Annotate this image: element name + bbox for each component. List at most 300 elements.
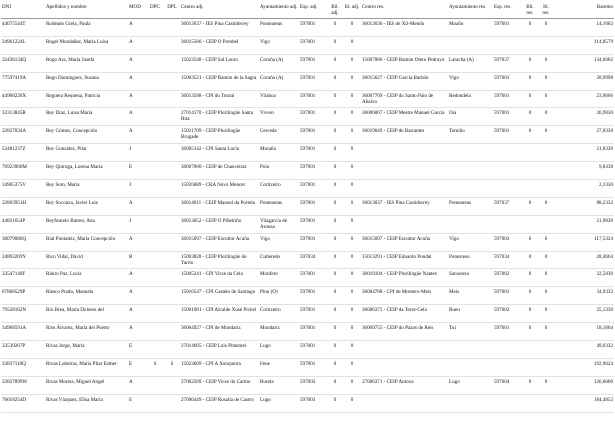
cell-ayuntamiento-adj: Coruña (A) [260, 56, 284, 63]
cell-bil-adj: 0 [333, 74, 337, 81]
cell-name: Rodeado Grela, Paula [46, 21, 91, 27]
cell-bil-res [522, 341, 538, 359]
cell-ayuntamiento-adj: Coruña (A) [260, 74, 284, 81]
cell-centro-res [361, 162, 448, 180]
cell-centro-adj: 36013037 - IES Pina Castidorrey [181, 21, 249, 27]
cell-esp-adj: 597003 [300, 396, 316, 403]
cell-baremo: 21,8330 [596, 146, 613, 153]
cell-bil-res [522, 358, 538, 376]
cell-itl-res [538, 215, 554, 233]
cell-bil-adj: 0 [333, 110, 337, 117]
table-row [1, 180, 614, 198]
cell-esp-adj: 597001 [300, 325, 316, 332]
cell-itl-res: 0 [544, 307, 548, 314]
cell-ayuntamiento-adj: Mondariz [260, 325, 280, 332]
cell-bil-adj: 0 [333, 217, 337, 224]
cell-centro-adj: 27014605 - CEIP Luis Pimentel [181, 343, 247, 350]
cell-ayuntamiento-adj: Vivero [260, 110, 274, 117]
header-baremo: Baremo [596, 4, 613, 10]
cell-ayuntamiento-res: Lugo [449, 378, 460, 385]
cell-itl-res [538, 358, 554, 376]
cell-esp-adj: 597001 [300, 164, 316, 171]
cell-dni: 33313845R [2, 110, 26, 117]
cell-dpc [146, 251, 164, 269]
cell-bil-adj: 0 [333, 182, 337, 189]
cell-centro-res: 36006067 - CEIP Mestre Manuel García [362, 110, 445, 117]
cell-esp-res: 597001 [494, 110, 510, 117]
cell-baremo: 21,9830 [596, 217, 613, 224]
cell-dpl: S [170, 360, 174, 367]
cell-ayuntamiento-adj: Ponteareas [260, 21, 283, 27]
cell-mod: J [129, 182, 131, 189]
cell-ayuntamiento-res [448, 358, 493, 376]
cell-centro-res [361, 215, 448, 233]
cell-esp-res [493, 394, 522, 412]
cell-baremo: 27,8330 [596, 128, 613, 135]
cell-bil-res: 0 [528, 199, 532, 206]
cell-baremo: 14,1662 [596, 21, 613, 27]
cell-dni: 34965375V [2, 182, 27, 189]
cell-dpl [164, 162, 180, 180]
cell-dni: 36079086Q [2, 235, 27, 242]
cell-esp-adj: 597001 [300, 307, 316, 314]
cell-esp-adj: 597003 [300, 378, 316, 385]
cell-name: Rivas Vázquez, Elisa María [46, 396, 103, 403]
table-row [1, 376, 614, 394]
cell-itl-res: 0 [544, 21, 548, 27]
cell-centro-adj: 15023609 - CPI A Xunqueira [181, 360, 241, 367]
cell-bil-adj: 0 [333, 307, 337, 314]
cell-mod: A [129, 325, 133, 332]
cell-centro-adj: 27014170 - CEIP Plurilingüe Santa Rita [181, 110, 253, 123]
cell-esp-res: 597001 [494, 74, 510, 81]
cell-mod: J [129, 146, 131, 153]
cell-itl-res: 0 [544, 128, 548, 135]
cell-bil-res: 0 [528, 253, 532, 260]
cell-itl-res: 0 [544, 289, 548, 296]
cell-dpl [164, 341, 180, 359]
cell-bil-res: 0 [528, 378, 532, 385]
cell-itl-adj: 0 [350, 92, 354, 99]
cell-ayuntamiento-adj: Lugo [260, 396, 271, 403]
header-mod: MOD [129, 4, 141, 10]
cell-name: Rego Domínguez, Susana [46, 74, 99, 81]
cell-baremo: 134,6662 [593, 56, 613, 63]
cell-bil-adj: 0 [333, 56, 337, 63]
cell-centro-adj: 15003828 - CEIP Plurilingüe de Tarrío [181, 253, 247, 266]
cell-centro-res [361, 36, 448, 54]
cell-ayuntamiento-res [448, 394, 493, 412]
cell-name: Rey Socouza, Javier Luis [46, 199, 98, 206]
cell-dpc [146, 233, 164, 251]
header-esp-adj: Esp. adj. [300, 4, 318, 10]
cell-dni: 76923966M [2, 164, 27, 171]
cell-baremo: 114,8579 [594, 38, 613, 45]
cell-ayuntamiento-res [448, 341, 493, 359]
table-row [1, 144, 614, 162]
cell-ayuntamiento-res [448, 180, 493, 198]
cell-centro-res: 36013037 - IES Pina Castidorrey [362, 199, 430, 206]
cell-esp-adj: 597001 [300, 343, 316, 350]
cell-esp-adj: 597001 [300, 38, 316, 45]
cell-dni: 44075544T [2, 21, 26, 27]
cell-ayuntamiento-res: Meis [449, 289, 460, 296]
cell-esp-res: 597003 [494, 235, 510, 242]
cell-itl-adj: 0 [350, 21, 354, 27]
cell-dni: 33827899W [2, 378, 28, 385]
cell-centro-adj: 15003521 - CEIP Ramón de la Sagra [181, 74, 257, 81]
cell-dpc: S [153, 360, 157, 367]
cell-dpc [146, 341, 164, 359]
cell-centro-res [361, 341, 448, 359]
cell-itl-res: 0 [544, 199, 548, 206]
cell-bil-res [522, 36, 538, 54]
cell-centro-adj: 15005241 - CPI Virxe da Cela [181, 271, 243, 278]
cell-centro-res: 36019049 - CEIP de Barrantes [362, 128, 425, 135]
cell-dpl [164, 126, 180, 144]
cell-dpl [164, 54, 180, 72]
cell-name: Rivas Moreia, Miguel Angel [46, 378, 105, 385]
cell-itl-adj: 0 [350, 360, 354, 367]
cell-centro-adj: 36013588 - CPI do Toural [181, 92, 235, 99]
cell-ayuntamiento-adj: Vilaboa [260, 92, 276, 99]
cell-esp-res: 597001 [494, 21, 510, 27]
cell-bil-res: 0 [528, 307, 532, 314]
cell-baremo: 28,9998 [596, 74, 613, 81]
cell-mod: A [129, 92, 133, 99]
cell-itl-adj: 0 [350, 289, 354, 296]
cell-itl-adj: 0 [350, 217, 354, 224]
cell-mod: A [129, 38, 133, 45]
cell-esp-adj: 597001 [300, 21, 316, 27]
cell-esp-res: 597037 [494, 199, 510, 206]
cell-ayuntamiento-adj: Moraña [260, 146, 276, 153]
cell-bil-adj: 0 [333, 199, 337, 206]
cell-esp-res: 597001 [494, 128, 510, 135]
table-row [1, 358, 614, 376]
cell-mod: A [129, 74, 133, 81]
cell-itl-res [538, 144, 554, 162]
cell-centro-adj: 36015566 - CEIP O Pombel [181, 38, 239, 45]
cell-bil-res: 0 [528, 289, 532, 296]
cell-ayuntamiento-adj: Burela [260, 378, 274, 385]
cell-bil-adj: 0 [333, 325, 337, 332]
cell-itl-adj: 0 [350, 56, 354, 63]
cell-name: Ríos Álvarez, María del Puerto [46, 325, 110, 332]
cell-centro-adj: 36014611 - CEIP Manoel da Portela [181, 199, 255, 206]
cell-dpl [164, 376, 180, 394]
header-centro-res: Centro res. [362, 4, 385, 10]
cell-itl-adj: 0 [350, 146, 354, 153]
cell-itl-adj: 0 [350, 199, 354, 206]
cell-itl-adj: 0 [350, 164, 354, 171]
cell-dpl [164, 144, 180, 162]
cell-ayuntamiento-res: Bueu [449, 307, 460, 314]
header-centro-adj: Centro adj. [181, 4, 204, 10]
cell-ayuntamiento-res: Moaño [449, 21, 464, 27]
cell-dpl [164, 287, 180, 305]
cell-baremo: 28,4664 [596, 253, 613, 260]
cell-centro-res: 36009755 - CEIP do Pazos de Reis [362, 325, 434, 332]
cell-baremo: 126,6660 [593, 378, 613, 385]
cell-esp-adj: 597001 [300, 182, 316, 189]
cell-name: Rey Gómez, Concepción [46, 128, 98, 135]
cell-esp-res [493, 341, 522, 359]
cell-bil-res [522, 180, 538, 198]
table-header-row [1, 2, 614, 19]
assignments-table [1, 2, 614, 413]
cell-centro-adj: 15001081 - CPI Alcalde Xosé Pichel [181, 307, 257, 314]
cell-baremo: 26,9830 [596, 110, 613, 117]
table-row [1, 108, 614, 126]
cell-dpc [146, 36, 164, 54]
cell-esp-res: 597001 [494, 325, 510, 332]
cell-ayuntamiento-res: Tui [449, 325, 456, 332]
cell-itl-res: 0 [544, 253, 548, 260]
cell-ayuntamiento-adj: Vilagarcía de Arousa [260, 217, 287, 230]
cell-esp-res: 597004 [494, 378, 510, 385]
cell-baremo: 25,1330 [596, 307, 613, 314]
cell-ayuntamiento-res: Tomiño [449, 128, 465, 135]
cell-name: Rivas Lobeiras, María Pilar Esther [46, 360, 117, 367]
cell-bil-adj: 0 [333, 396, 337, 403]
cell-esp-adj: 597001 [300, 128, 316, 135]
cell-itl-res: 0 [544, 74, 548, 81]
cell-esp-adj: 597001 [300, 217, 316, 224]
cell-itl-adj: 0 [350, 307, 354, 314]
cell-mod: A [129, 378, 133, 385]
cell-esp-adj: 597001 [300, 56, 316, 63]
cell-itl-res [538, 162, 554, 180]
cell-name: Reyfonrelo Barreo, Ana [46, 217, 95, 224]
cell-itl-res [538, 180, 554, 198]
cell-esp-adj: 597001 [300, 199, 316, 206]
cell-dpl [164, 180, 180, 198]
cell-bil-res [522, 215, 538, 233]
cell-centro-adj: 36005142 - CPI Santa Lucía [181, 146, 240, 153]
table-row [1, 287, 614, 305]
cell-itl-res [538, 394, 554, 412]
cell-dni: 34961224L [2, 38, 26, 45]
cell-bil-res: 0 [528, 271, 532, 278]
cell-bil-res: 0 [528, 56, 532, 63]
table-row [1, 215, 614, 233]
cell-esp-adj: 597001 [300, 110, 316, 117]
cell-centro-adj: 36007060 - CEIP de Chanceiras [181, 164, 247, 171]
cell-dni: 33539267P [2, 343, 26, 350]
cell-bil-adj: 0 [333, 378, 337, 385]
cell-mod: A [129, 21, 133, 27]
cell-esp-adj: 597001 [300, 74, 316, 81]
cell-ayuntamiento-adj: Vigo [260, 235, 270, 242]
cell-dni: 76618254D [2, 396, 27, 403]
table-row [1, 251, 614, 269]
cell-mod: A [129, 56, 133, 63]
cell-baremo: 184,4852 [593, 396, 613, 403]
cell-bil-res: 0 [528, 21, 532, 27]
cell-bil-adj: 0 [333, 38, 337, 45]
cell-dni: 33547140F [2, 271, 26, 278]
cell-dpc [146, 394, 164, 412]
cell-centro-adj: 15021709 - CEIP Plurilingüe Brugade [181, 128, 241, 141]
cell-mod: E [129, 343, 133, 350]
cell-esp-res: 597037 [494, 56, 510, 63]
cell-dpc [146, 323, 164, 341]
cell-centro-adj: 36013652 - CEIP O Piñeiriño [181, 217, 242, 224]
cell-dpc [146, 144, 164, 162]
cell-ayuntamiento-adj: Pino (O) [260, 289, 278, 296]
cell-esp-res: 597002 [494, 307, 510, 314]
table-body [1, 19, 614, 413]
cell-name: Rey Díaz, Luisa María [46, 110, 93, 117]
cell-mod: B [129, 253, 133, 260]
table-row [1, 162, 614, 180]
cell-dni: 33837110Q [2, 360, 26, 367]
cell-ayuntamiento-res: Redondela [449, 92, 471, 99]
cell-dpc [146, 162, 164, 180]
cell-dpc [146, 376, 164, 394]
cell-dpc [146, 197, 164, 215]
table-row [1, 19, 614, 37]
cell-dpc [146, 180, 164, 198]
cell-name: Rico Vidal, David [46, 253, 83, 260]
cell-dni: 67868529P [2, 289, 26, 296]
cell-esp-res: 597001 [494, 92, 510, 99]
cell-esp-adj: 597001 [300, 360, 316, 367]
cell-baremo: 18,1664 [596, 325, 613, 332]
cell-dpc [146, 72, 164, 90]
cell-bil-adj: 0 [333, 164, 337, 171]
cell-esp-res [493, 144, 522, 162]
header-dpc: DPC [150, 4, 160, 10]
header-itl-adj: Itl. adj. [344, 4, 360, 10]
cell-mod: E [129, 164, 133, 171]
cell-itl-res: 0 [544, 325, 548, 332]
cell-ayuntamiento-adj: Lugo [260, 343, 271, 350]
cell-centro-adj: 27002589 - CEIP Virxe do Carmo [181, 378, 251, 385]
cell-centro-res [361, 358, 448, 376]
cell-ayuntamiento-res [448, 215, 493, 233]
header-name: Apellidos y nombre [46, 4, 87, 10]
cell-dpl [164, 269, 180, 287]
cell-centro-res: 36007709 - CEIP do Santo Paio de Abaixo [362, 92, 434, 105]
cell-ayuntamiento-adj: Cortizeiro [260, 307, 281, 314]
cell-dpl [164, 72, 180, 90]
header-itl-res: Itl. res. [542, 4, 550, 16]
cell-ayuntamiento-res: Vigo [449, 74, 459, 81]
cell-itl-adj: 0 [350, 378, 354, 385]
cell-dni: 44831654P [2, 217, 26, 224]
cell-centro-adj: 36015097 - CEIP Escultor Acuña [181, 235, 250, 242]
cell-ayuntamiento-res [448, 144, 493, 162]
cell-mod: A [129, 110, 133, 117]
cell-mod: A [129, 307, 133, 314]
cell-bil-adj: 0 [333, 21, 337, 27]
table-row [1, 90, 614, 108]
cell-name: Rogel Mondañez, Maria Luisa [46, 38, 109, 45]
cell-dpl [164, 251, 180, 269]
table-row [1, 394, 614, 412]
cell-dpl [164, 19, 180, 37]
cell-itl-adj: 0 [350, 253, 354, 260]
cell-esp-res [493, 36, 522, 54]
cell-dni: 32827834A [2, 128, 27, 135]
cell-esp-res [493, 162, 522, 180]
cell-name: Rial Pontaleiz, María Concepción [46, 235, 116, 242]
table-row [1, 233, 614, 251]
cell-itl-res: 0 [544, 235, 548, 242]
cell-ayuntamiento-adj: Fene [260, 360, 270, 367]
cell-dni: 77597419A [2, 74, 27, 81]
cell-itl-adj: 0 [350, 343, 354, 350]
cell-dpc [146, 108, 164, 126]
cell-name: Riesco Prado, Manuela [46, 289, 94, 296]
cell-centro-res: 36018104 - CEIP Plurilingüe Nantes [362, 271, 437, 278]
cell-name: Rieiro Paz, Lucía [46, 271, 82, 278]
cell-esp-res: 597001 [494, 289, 510, 296]
cell-ayuntamiento-res: Ponteareas [449, 199, 472, 206]
cell-bil-adj: 0 [333, 128, 337, 135]
cell-ayuntamiento-res: Laracha (A) [449, 56, 474, 63]
table-row [1, 126, 614, 144]
cell-mod: A [129, 271, 133, 278]
header-esp-res: Esp. res. [494, 4, 512, 10]
cell-bil-adj: 0 [333, 289, 337, 296]
cell-dpc [146, 19, 164, 37]
cell-itl-adj: 0 [350, 38, 354, 45]
header-bil-adj: Bil. adj. [331, 4, 339, 16]
cell-ayuntamiento-res: Ponteceso [449, 253, 470, 260]
cell-centro-res [361, 394, 448, 412]
cell-centro-res: 15007886 - CEIP Ramón Otero Pedrayo [362, 56, 445, 63]
cell-itl-res [538, 341, 554, 359]
cell-centro-res: 36013036 - IES de Xil-Mendo [362, 21, 425, 27]
table-row [1, 269, 614, 287]
cell-dni: 32803951H [2, 199, 27, 206]
cell-itl-res: 0 [544, 92, 548, 99]
cell-bil-res: 0 [528, 74, 532, 81]
header-dni: DNI [2, 4, 12, 10]
cell-bil-res: 0 [528, 92, 532, 99]
header-ayuntamiento-res: Ayuntamiento res. [449, 4, 487, 10]
cell-itl-adj: 0 [350, 128, 354, 135]
cell-esp-adj: 597001 [300, 271, 316, 278]
cell-centro-res: 36015627 - CEIP García Barbón [362, 74, 429, 81]
cell-dpl [164, 233, 180, 251]
cell-bil-res [522, 394, 538, 412]
cell-ayuntamiento-res: Sanxenxo [449, 271, 470, 278]
cell-itl-adj: 0 [350, 110, 354, 117]
cell-baremo: 9,8330 [598, 164, 613, 171]
cell-dpl [164, 36, 180, 54]
cell-centro-adj: 27006449 - CEIP Rosalía de Castro [181, 396, 254, 403]
cell-dpc [146, 54, 164, 72]
cell-dni: 34893269Y [2, 253, 27, 260]
cell-itl-adj: 0 [350, 182, 354, 189]
cell-bil-adj: 0 [333, 253, 337, 260]
cell-baremo: 88,2332 [596, 199, 613, 206]
cell-bil-adj: 0 [333, 360, 337, 367]
cell-dpc [146, 90, 164, 108]
cell-esp-res: 597034 [494, 253, 510, 260]
table-row [1, 36, 614, 54]
cell-mod: E [129, 396, 133, 403]
table-row [1, 72, 614, 90]
cell-itl-res: 0 [544, 271, 548, 278]
table-row [1, 54, 614, 72]
cell-itl-res: 0 [544, 378, 548, 385]
table-row [1, 197, 614, 215]
